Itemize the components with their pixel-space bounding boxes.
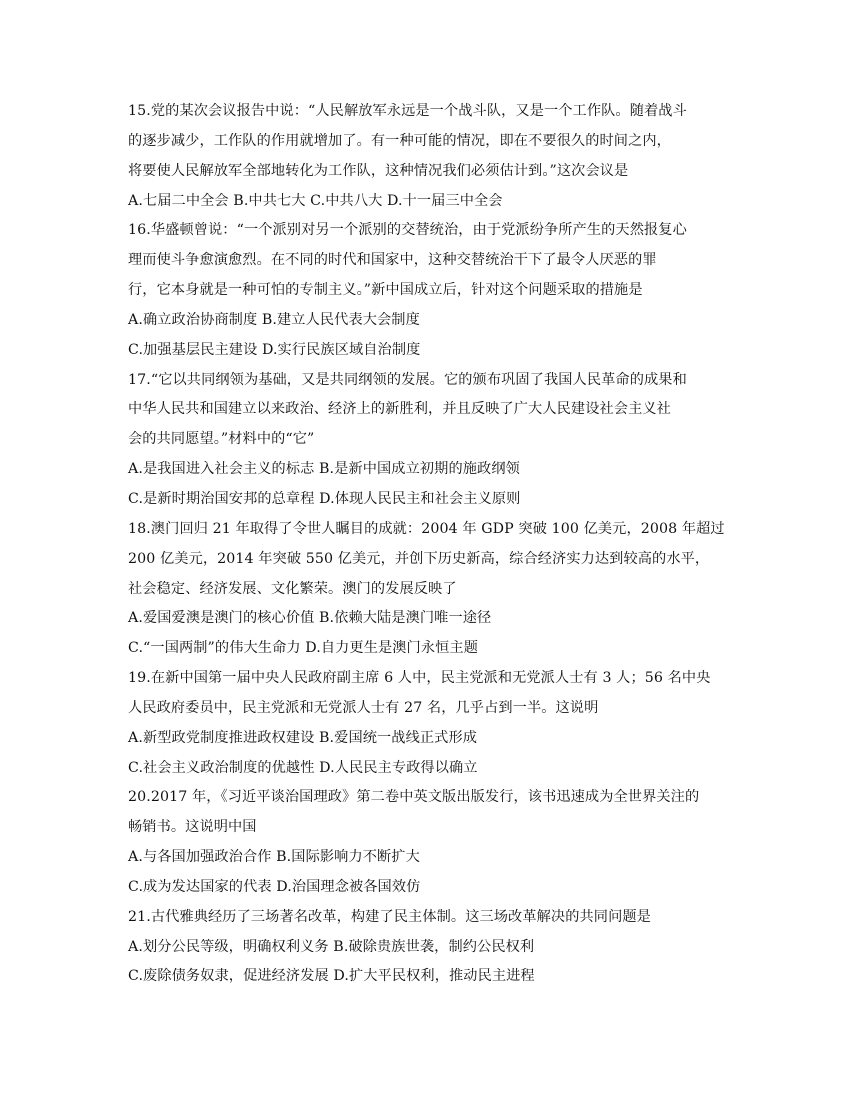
- question-15-stem-line-3: 将要使人民解放军全部地转化为工作队，这种情况我们必须估计到。”这次会议是: [128, 162, 629, 179]
- question-17-stem-line-3: 会的共同愿望。”材料中的“它”: [128, 431, 315, 448]
- question-16-options-cd: C.加强基层民主建设 D.实行民族区域自治制度: [128, 341, 421, 358]
- question-15-stem-line-1: 15.党的某次会议报告中说：“人民解放军永远是一个战斗队，又是一个工作队。随着战斗: [128, 103, 687, 119]
- question-21-stem-line-1: 21.古代雅典经历了三场著名改革，构建了民主体制。这三场改革解决的共同问题是: [128, 908, 651, 925]
- question-16-stem-line-1: 16.华盛顿曾说：“一个派别对另一个派别的交替统治，由于党派纷争所产生的天然报复心: [128, 222, 687, 239]
- question-16-stem-line-3: 行，它本身就是一种可怕的专制主义。”新中国成立后，针对这个问题采取的措施是: [128, 282, 643, 299]
- question-15-stem-line-2: 的逐步减少，工作队的作用就增加了。有一种可能的情况，即在不要很久的时间之内，: [128, 132, 671, 149]
- question-18-options-cd: C.“一国两制”的伟大生命力 D.自力更生是澳门永恒主题: [128, 640, 478, 657]
- question-18-stem-line-1: 18.澳门回归 21 年取得了令世人瞩目的成就：2004 年 GDP 突破 100 亿美元，2008 年超过: [128, 520, 725, 537]
- question-20-options-ab: A.与各国加强政治合作 B.国际影响力不断扩大: [128, 849, 420, 866]
- question-19-stem-line-2: 人民政府委员中，民主党派和无党派人士有 27 名，几乎占到一半。这说明: [128, 699, 599, 716]
- question-16-options-ab: A.确立政治协商制度 B.建立人民代表大会制度: [128, 311, 420, 328]
- question-19-options-ab: A.新型政党制度推进政权建设 B.爱国统一战线正式形成: [128, 729, 478, 746]
- question-21-options-ab: A.划分公民等级，明确权利义务 B.破除贵族世袭，制约公民权利: [128, 938, 535, 955]
- question-17-options-cd: C.是新时期治国安邦的总章程 D.体现人民民主和社会主义原则: [128, 490, 521, 507]
- question-19-stem-line-1: 19.在新中国第一届中央人民政府副主席 6 人中，民主党派和无党派人士有 3 人；56 名中央: [128, 670, 711, 687]
- question-18-stem-line-2: 200 亿美元，2014 年突破 550 亿美元，并创下历史新高，综合经济实力达到较高的水平，: [128, 550, 710, 567]
- question-20-stem-line-1: 20.2017 年，《习近平谈治国理政》第二卷中英文版出版发行，该书迅速成为全世界关注的: [128, 789, 700, 806]
- question-18-options-ab: A.爱国爱澳是澳门的核心价值 B.依赖大陆是澳门唯一途径: [128, 610, 492, 627]
- question-text-block: [128, 97, 728, 992]
- question-18-stem-line-3: 社会稳定、经济发展、文化繁荣。澳门的发展反映了: [128, 580, 457, 597]
- question-19-options-cd: C.社会主义政治制度的优越性 D.人民民主专政得以确立: [128, 759, 478, 776]
- question-20-options-cd: C.成为发达国家的代表 D.治国理念被各国效仿: [128, 878, 421, 895]
- question-16-stem-line-2: 理而使斗争愈演愈烈。在不同的时代和国家中，这种交替统治干下了最令人厌恶的罪: [128, 252, 657, 269]
- question-17-stem-line-1: 17.“它以共同纲领为基础，又是共同纲领的发展。它的颁布巩固了我国人民革命的成果和: [128, 371, 687, 388]
- question-15-options: A.七届二中全会 B.中共七大 C.中共八大 D.十一届三中全会: [128, 192, 503, 209]
- question-17-stem-line-2: 中华人民共和国建立以来政治、经济上的新胜利，并且反映了广大人民建设社会主义社: [128, 401, 671, 418]
- question-17-options-ab: A.是我国进入社会主义的标志 B.是新中国成立初期的施政纲领: [128, 461, 520, 478]
- question-21-options-cd: C.废除债务奴隶，促进经济发展 D.扩大平民权利，推动民主进程: [128, 968, 535, 985]
- question-20-stem-line-2: 畅销书。这说明中国: [128, 819, 257, 836]
